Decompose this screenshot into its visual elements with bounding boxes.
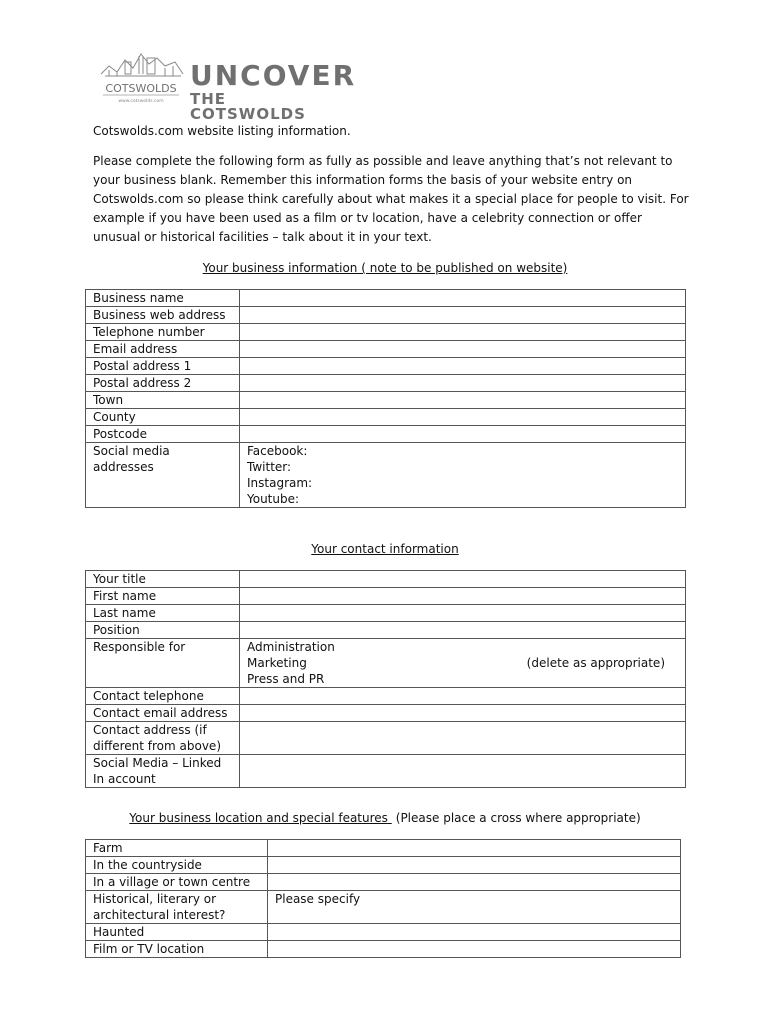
table-row bbox=[86, 358, 686, 375]
field-input-telephone-number[interactable] bbox=[240, 324, 686, 341]
field-input-contact-email-address[interactable] bbox=[240, 705, 686, 722]
table-row bbox=[86, 705, 686, 722]
intro-paragraph: Please complete the following form as fully as possible and leave anything that’s not relevant to your business blank. Remember this information forms the basis of your website entry on Cotswolds.com so please think carefully about what makes it a special place for people to visit. For example if you have been used as a film or tv location, have a celebrity connection or offer unusual or historical facilities – talk about it in your text. bbox=[93, 154, 689, 244]
table-row bbox=[86, 392, 686, 409]
table-row bbox=[86, 722, 686, 755]
field-input-historical-literary-or-architectural-interest[interactable]: Please specify bbox=[268, 891, 681, 924]
responsible-option-press-and-pr[interactable]: Press and PR bbox=[247, 672, 325, 686]
field-input-social-media[interactable] bbox=[240, 443, 686, 508]
field-input-responsible-for[interactable] bbox=[240, 639, 686, 688]
field-label-in-a-village-or-town-centre: In a village or town centre bbox=[86, 874, 268, 891]
table-row bbox=[86, 891, 681, 924]
social-line-instagram: Instagram: bbox=[247, 476, 313, 490]
field-label-last-name: Last name bbox=[86, 605, 240, 622]
field-input-in-the-countryside[interactable] bbox=[268, 857, 681, 874]
table-row bbox=[86, 874, 681, 891]
field-label-film-or-tv-location: Film or TV location bbox=[86, 941, 268, 958]
table-row bbox=[86, 426, 686, 443]
table-row bbox=[86, 605, 686, 622]
logo-site-text: www.cotswolds.com bbox=[118, 99, 164, 104]
field-label-postcode: Postcode bbox=[86, 426, 240, 443]
field-label-contact-telephone: Contact telephone bbox=[86, 688, 240, 705]
table-row bbox=[86, 924, 681, 941]
field-input-business-web-address[interactable] bbox=[240, 307, 686, 324]
field-label-email-address: Email address bbox=[86, 341, 240, 358]
responsible-option-marketing[interactable]: Marketing bbox=[247, 656, 307, 670]
business-info-table bbox=[85, 289, 686, 508]
business-info-heading: Your business information ( note to be published on website) bbox=[202, 261, 568, 275]
field-input-contact-address-if-different-from-above[interactable] bbox=[240, 722, 686, 755]
social-line-twitter: Twitter: bbox=[247, 460, 292, 474]
field-input-haunted[interactable] bbox=[268, 924, 681, 941]
contact-info-table bbox=[85, 570, 686, 788]
field-label-county: County bbox=[86, 409, 240, 426]
social-line-youtube: Youtube: bbox=[247, 492, 300, 506]
location-heading-note: (Please place a cross where appropriate) bbox=[395, 811, 641, 825]
field-label-social-media: Social media addresses bbox=[86, 443, 240, 508]
field-input-contact-telephone[interactable] bbox=[240, 688, 686, 705]
field-label-business-name: Business name bbox=[86, 290, 240, 307]
field-label-contact-email-address: Contact email address bbox=[86, 705, 240, 722]
logo-title: UNCOVER bbox=[190, 59, 357, 92]
contact-info-heading: Your contact information bbox=[311, 542, 459, 556]
field-label-contact-address-if-different-from-above: Contact address (if different from above) bbox=[86, 722, 240, 755]
table-row bbox=[86, 688, 686, 705]
table-row bbox=[86, 324, 686, 341]
logo-brand-text: COTSWOLDS bbox=[105, 82, 177, 95]
field-input-first-name[interactable] bbox=[240, 588, 686, 605]
field-input-your-title[interactable] bbox=[240, 571, 686, 588]
logo-subtitle: THE COTSWOLDS bbox=[190, 90, 306, 123]
field-label-haunted: Haunted bbox=[86, 924, 268, 941]
field-input-last-name[interactable] bbox=[240, 605, 686, 622]
field-input-town[interactable] bbox=[240, 392, 686, 409]
field-label-farm: Farm bbox=[86, 840, 268, 857]
table-row bbox=[86, 290, 686, 307]
table-row bbox=[86, 622, 686, 639]
table-row bbox=[86, 588, 686, 605]
field-label-first-name: First name bbox=[86, 588, 240, 605]
uncover-cotswolds-logo bbox=[95, 44, 357, 123]
document-title: Cotswolds.com website listing information. bbox=[93, 124, 351, 138]
table-row bbox=[86, 941, 681, 958]
field-input-farm[interactable] bbox=[268, 840, 681, 857]
field-label-business-web-address: Business web address bbox=[86, 307, 240, 324]
table-row bbox=[86, 755, 686, 788]
responsible-option-administration[interactable]: Administration bbox=[247, 640, 335, 654]
field-label-postal-address-1: Postal address 1 bbox=[86, 358, 240, 375]
field-input-business-name[interactable] bbox=[240, 290, 686, 307]
field-label-historical-literary-or-architectural-interest: Historical, literary or architectural interest? bbox=[86, 891, 268, 924]
social-line-facebook: Facebook: bbox=[247, 444, 308, 458]
field-input-postal-address-1[interactable] bbox=[240, 358, 686, 375]
field-input-county[interactable] bbox=[240, 409, 686, 426]
location-table bbox=[85, 839, 681, 958]
table-row bbox=[86, 639, 686, 688]
field-label-your-title: Your title bbox=[86, 571, 240, 588]
field-input-postcode[interactable] bbox=[240, 426, 686, 443]
field-label-in-the-countryside: In the countryside bbox=[86, 857, 268, 874]
field-label-responsible-for: Responsible for bbox=[86, 639, 240, 688]
cotswolds-logo-icon bbox=[95, 44, 187, 106]
field-input-in-a-village-or-town-centre[interactable] bbox=[268, 874, 681, 891]
field-label-telephone-number: Telephone number bbox=[86, 324, 240, 341]
table-row bbox=[86, 307, 686, 324]
field-input-email-address[interactable] bbox=[240, 341, 686, 358]
field-label-position: Position bbox=[86, 622, 240, 639]
field-input-film-or-tv-location[interactable] bbox=[268, 941, 681, 958]
table-row bbox=[86, 375, 686, 392]
field-label-social-media-linked-in-account: Social Media – Linked In account bbox=[86, 755, 240, 788]
field-label-postal-address-2: Postal address 2 bbox=[86, 375, 240, 392]
delete-as-appropriate-note: (delete as appropriate) bbox=[526, 656, 665, 670]
location-heading-wrap bbox=[0, 810, 770, 826]
field-input-postal-address-2[interactable] bbox=[240, 375, 686, 392]
table-row bbox=[86, 341, 686, 358]
table-row bbox=[86, 443, 686, 508]
table-row bbox=[86, 857, 681, 874]
field-input-social-media-linked-in-account[interactable] bbox=[240, 755, 686, 788]
table-row bbox=[86, 571, 686, 588]
table-row bbox=[86, 409, 686, 426]
field-label-town: Town bbox=[86, 392, 240, 409]
table-row bbox=[86, 840, 681, 857]
field-input-position[interactable] bbox=[240, 622, 686, 639]
location-heading: Your business location and special features bbox=[129, 811, 388, 825]
